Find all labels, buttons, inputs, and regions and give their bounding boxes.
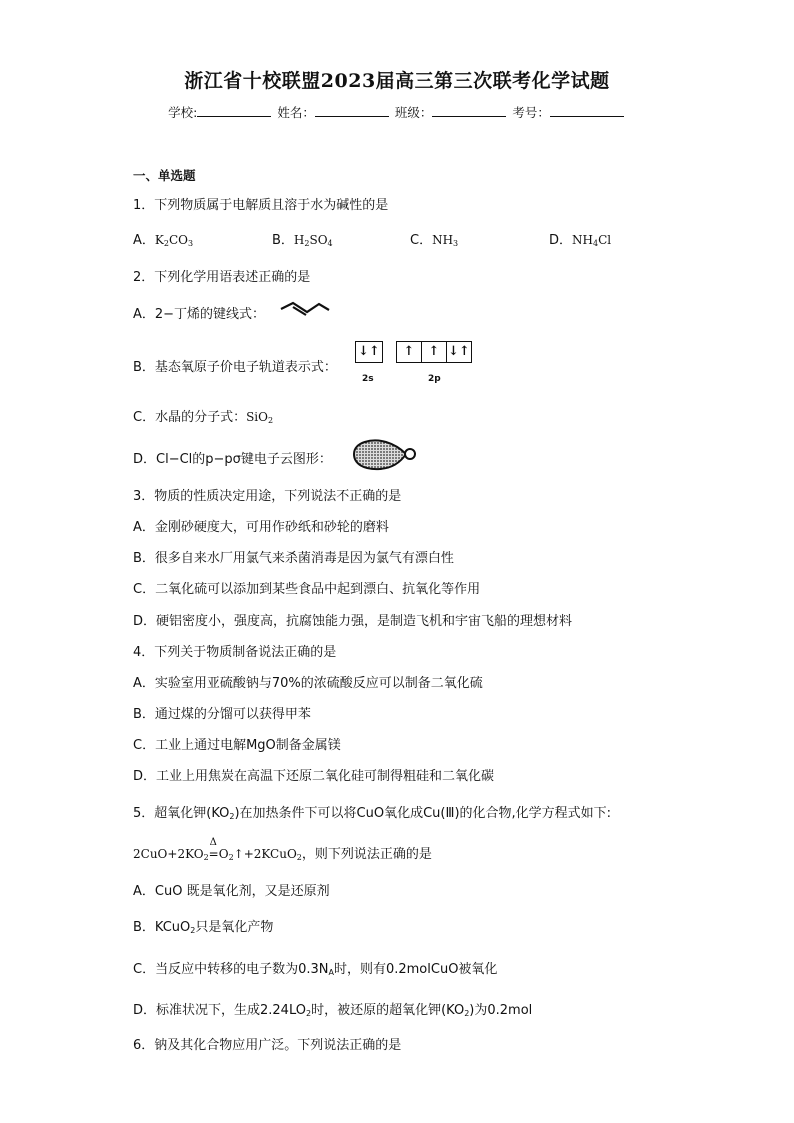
name-label: 姓名： [277, 105, 315, 120]
student-info-row [0, 103, 794, 121]
q5-option-d: D．标准状况下，生成$2.24LO_2$时，被还原的超氧化钾$(KO_2)$为0.2mol [133, 1003, 533, 1018]
orbital-2s-label: 2s [362, 374, 374, 384]
q1-option-a: A．$K_2CO_3$ [133, 233, 194, 248]
orbital-2p-label: 2p [428, 374, 441, 384]
q2-option-b: B．基态氧原子价电子轨道表示式： [133, 360, 337, 375]
q5-stem: 5．超氧化钾$(KO_2)$在加热条件下可以将CuO氧化成Cu(Ⅲ)的化合物,化学方程式如下: [133, 806, 612, 821]
name-blank[interactable] [315, 104, 389, 117]
q4-stem: 4．下列关于物质制备说法正确的是 [133, 645, 337, 660]
orbital-diagram [355, 341, 383, 363]
arrow-up-icon: ↑ [422, 342, 447, 362]
q3-stem: 3．物质的性质决定用途，下列说法不正确的是 [133, 489, 402, 504]
equation-formula: $2CuO+2KO_2$ Δ $=O_2↑+2KCuO_2$ [133, 837, 302, 862]
orbital-2p-box [396, 341, 472, 363]
q1-option-b: B．$H_2SO_4$ [272, 233, 333, 248]
class-label: 班级： [394, 105, 433, 120]
q2-option-d: D．Cl−Cl的p−pσ键电子云图形： [133, 452, 332, 467]
q5-option-b: B．KCuO$_2$只是氧化产物 [133, 920, 274, 935]
heat-delta-icon: Δ [209, 837, 217, 848]
q1-option-d: D．$NH_4Cl$ [549, 233, 612, 248]
section-title: 一、单选题 [133, 168, 196, 183]
q3-option-c: C．二氧化硫可以添加到某些食品中起到漂白、抗氧化等作用 [133, 582, 481, 597]
q4-option-c: C．工业上通过电解MgO制备金属镁 [133, 738, 341, 753]
butene-skeletal-formula [279, 300, 331, 318]
q2-option-c: C．水晶的分子式：SiO$_2$ [133, 410, 274, 425]
exam-number-blank[interactable] [550, 104, 624, 117]
q6-stem: 6．钠及其化合物应用广泛。下列说法正确的是 [133, 1038, 402, 1053]
exam-title: 浙江省十校联盟2023届高三第三次联考化学试题 [184, 70, 610, 92]
arrow-pair-icon: ↓↑ [448, 344, 470, 359]
school-label: 学校: [168, 105, 198, 120]
q2-stem: 2．下列化学用语表述正确的是 [133, 270, 311, 285]
q4-option-d: D．工业上用焦炭在高温下还原二氧化硅可制得粗硅和二氧化碳 [133, 769, 495, 784]
q1-option-c: C．$NH_3$ [410, 233, 459, 248]
q5-equation: $2CuO+2KO_2$ Δ $=O_2↑+2KCuO_2$，则下列说法正确的是 [133, 837, 432, 862]
q3-option-d: D．硬铝密度小，强度高，抗腐蚀能力强，是制造飞机和宇宙飞船的理想材料 [133, 614, 573, 629]
electron-cloud-icon [350, 436, 418, 472]
q1-stem: 1．下列物质属于电解质且溶于水为碱性的是 [133, 198, 389, 213]
q2-option-a: A．2−丁烯的键线式： [133, 307, 266, 322]
exam-number-label: 考号： [512, 105, 550, 120]
orbital-2p-group [396, 341, 472, 363]
school-blank[interactable] [197, 104, 271, 117]
q3-option-a: A．金刚砂硬度大，可用作砂纸和砂轮的磨料 [133, 520, 389, 535]
q3-option-b: B．很多自来水厂用氯气来杀菌消毒是因为氯气有漂白性 [133, 551, 454, 566]
class-blank[interactable] [432, 104, 506, 117]
arrow-up-icon: ↑ [397, 342, 422, 362]
q4-option-b: B．通过煤的分馏可以获得甲苯 [133, 707, 311, 722]
q5-option-c: C．当反应中转移的电子数为$0.3N_A$时，则有0.2molCuO被氧化 [133, 962, 498, 977]
orbital-2s-box: ↓↑ [355, 341, 383, 363]
q5-option-a: A．CuO 既是氧化剂，又是还原剂 [133, 884, 330, 899]
q4-option-a: A．实验室用亚硫酸钠与70%的浓硫酸反应可以制备二氧化硫 [133, 676, 483, 691]
